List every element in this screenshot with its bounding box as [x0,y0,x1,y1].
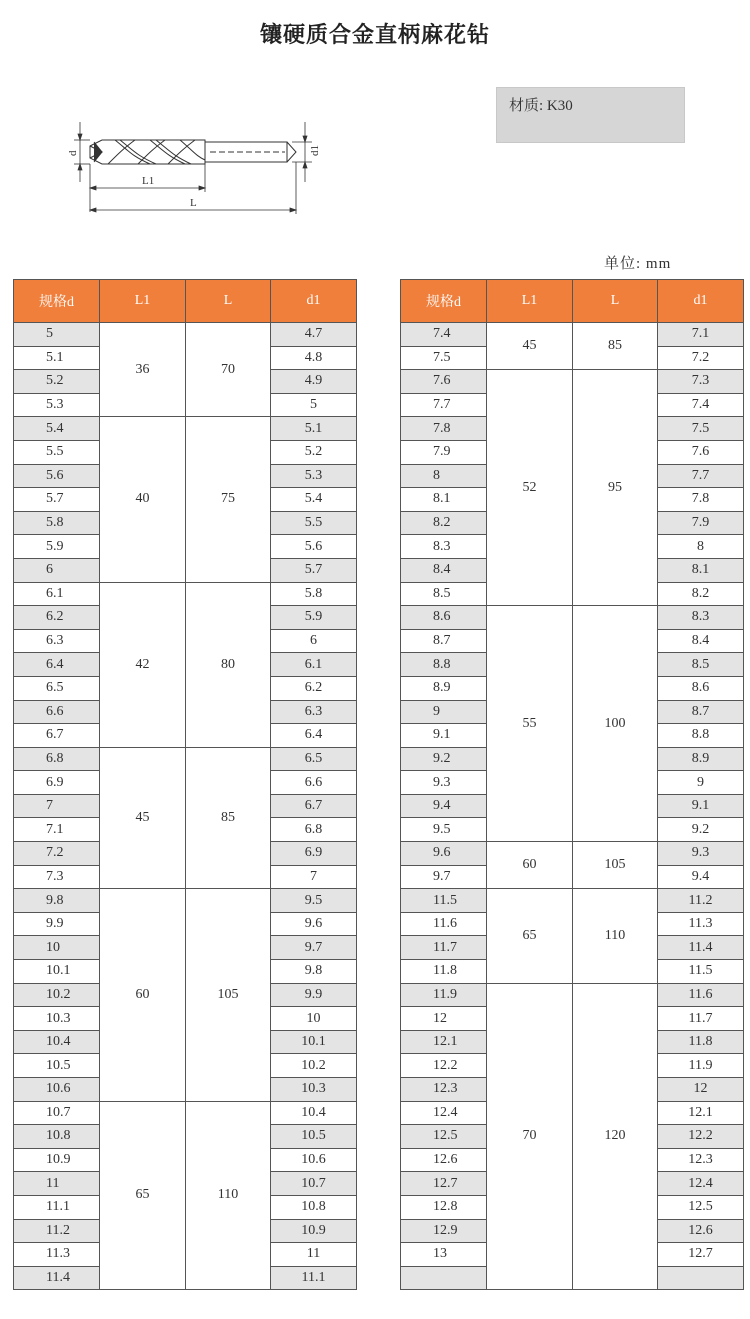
cell-d1: 4.7 [271,323,357,347]
cell-L: 75 [186,417,271,582]
cell-spec-d: 9.9 [14,912,100,936]
spec-table-left [13,279,357,1290]
cell-d1: 6.9 [271,842,357,866]
cell-d1: 5.4 [271,488,357,512]
cell-L1: 52 [487,370,573,606]
cell-d1: 11.9 [658,1054,744,1078]
cell-spec-d: 7.2 [14,842,100,866]
cell-d1: 7.8 [658,488,744,512]
cell-L1: 42 [100,582,186,747]
header-d1: d1 [658,280,744,323]
cell-d1: 8 [658,535,744,559]
cell-spec-d: 5.9 [14,535,100,559]
cell-spec-d: 9 [401,700,487,724]
table-row [401,889,744,913]
cell-d1: 9.6 [271,912,357,936]
cell-spec-d: 8.3 [401,535,487,559]
table-row [401,370,744,394]
cell-d1: 8.5 [658,653,744,677]
cell-spec-d: 8.4 [401,558,487,582]
cell-d1: 10.3 [271,1078,357,1102]
cell-spec-d: 9.6 [401,842,487,866]
cell-d1: 5.3 [271,464,357,488]
cell-spec-d: 10.8 [14,1125,100,1149]
table-row [14,1101,357,1125]
cell-d1: 8.2 [658,582,744,606]
cell-d1: 12.1 [658,1101,744,1125]
cell-d1: 6.4 [271,724,357,748]
cell-spec-d: 12.3 [401,1078,487,1102]
cell-spec-d: 5 [14,323,100,347]
cell-spec-d: 7.8 [401,417,487,441]
cell-L1: 55 [487,606,573,842]
cell-spec-d: 5.8 [14,511,100,535]
cell-d1: 10.5 [271,1125,357,1149]
cell-spec-d: 11.8 [401,960,487,984]
cell-d1: 8.1 [658,558,744,582]
cell-d1: 9.4 [658,865,744,889]
cell-d1: 12.7 [658,1243,744,1267]
cell-d1: 12.3 [658,1148,744,1172]
cell-spec-d: 9.3 [401,771,487,795]
cell-d1: 10.2 [271,1054,357,1078]
table-row [14,417,357,441]
cell-L: 85 [573,323,658,370]
cell-spec-d: 6.7 [14,724,100,748]
cell-d1: 9 [658,771,744,795]
header-L: L [186,280,271,323]
cell-spec-d: 12.8 [401,1195,487,1219]
header-L1: L1 [487,280,573,323]
cell-spec-d: 12.6 [401,1148,487,1172]
cell-spec-d: 8.8 [401,653,487,677]
cell-spec-d: 9.4 [401,794,487,818]
cell-spec-d: 6.5 [14,676,100,700]
cell-d1: 6.7 [271,794,357,818]
dim-L-label: L [190,197,197,209]
cell-spec-d: 11.2 [14,1219,100,1243]
cell-L: 95 [573,370,658,606]
cell-spec-d: 9.8 [14,889,100,913]
cell-d1: 12.5 [658,1195,744,1219]
header-d1: d1 [271,280,357,323]
cell-d1: 9.2 [658,818,744,842]
cell-d1: 5.8 [271,582,357,606]
cell-spec-d: 11.5 [401,889,487,913]
cell-d1: 5 [271,393,357,417]
cell-L: 70 [186,323,271,417]
cell-spec-d: 11.4 [14,1266,100,1290]
cell-spec-d: 12.7 [401,1172,487,1196]
cell-spec-d: 12.2 [401,1054,487,1078]
cell-spec-d: 11.3 [14,1243,100,1267]
cell-spec-d: 10.6 [14,1078,100,1102]
cell-d1: 9.7 [271,936,357,960]
cell-L: 110 [186,1101,271,1290]
cell-spec-d: 9.2 [401,747,487,771]
cell-spec-d: 8.9 [401,676,487,700]
cell-d1: 7.2 [658,346,744,370]
unit-label: 单位: mm [604,256,672,272]
cell-spec-d: 7.7 [401,393,487,417]
cell-L1: 60 [487,842,573,889]
cell-d1: 8.9 [658,747,744,771]
cell-L1: 60 [100,889,186,1101]
table-row [14,323,357,347]
cell-d1: 6.8 [271,818,357,842]
cell-d1: 5.5 [271,511,357,535]
cell-spec-d: 10.4 [14,1030,100,1054]
cell-spec-d: 7.9 [401,440,487,464]
dim-d1-label: d1 [309,145,321,156]
cell-spec-d: 6.8 [14,747,100,771]
cell-spec-d: 7.4 [401,323,487,347]
cell-spec-d: 6.3 [14,629,100,653]
cell-spec-d: 12.9 [401,1219,487,1243]
cell-spec-d: 9.7 [401,865,487,889]
cell-d1: 8.4 [658,629,744,653]
cell-d1: 8.6 [658,676,744,700]
cell-d1: 11.3 [658,912,744,936]
cell-L1: 45 [100,747,186,889]
cell-d1: 11.4 [658,936,744,960]
cell-spec-d: 12.4 [401,1101,487,1125]
cell-spec-d: 10.3 [14,1007,100,1031]
cell-spec-d: 13 [401,1243,487,1267]
cell-spec-d: 10.7 [14,1101,100,1125]
cell-spec-d: 12.1 [401,1030,487,1054]
cell-spec-d: 8.6 [401,606,487,630]
table-row [14,747,357,771]
cell-spec-d: 10.9 [14,1148,100,1172]
cell-spec-d: 9.1 [401,724,487,748]
cell-d1: 11.1 [271,1266,357,1290]
cell-L1: 45 [487,323,573,370]
dim-d-label: d [67,150,79,156]
cell-spec-d: 10.2 [14,983,100,1007]
cell-d1: 10.8 [271,1195,357,1219]
cell-spec-d: 6.9 [14,771,100,795]
table-row [14,889,357,913]
cell-spec-d: 12 [401,1007,487,1031]
cell-spec-d: 5.7 [14,488,100,512]
cell-d1: 5.1 [271,417,357,441]
cell-L: 105 [573,842,658,889]
cell-d1: 11.8 [658,1030,744,1054]
cell-d1: 12.2 [658,1125,744,1149]
cell-d1: 10.1 [271,1030,357,1054]
cell-d1: 10 [271,1007,357,1031]
cell-d1 [658,1266,744,1290]
cell-spec-d: 6.2 [14,606,100,630]
cell-d1: 12.6 [658,1219,744,1243]
table-row [14,582,357,606]
cell-d1: 8.8 [658,724,744,748]
cell-spec-d: 6.4 [14,653,100,677]
cell-L: 105 [186,889,271,1101]
cell-spec-d: 5.1 [14,346,100,370]
cell-spec-d: 5.4 [14,417,100,441]
table-row [401,983,744,1007]
cell-spec-d: 8.5 [401,582,487,606]
cell-spec-d: 11 [14,1172,100,1196]
table-row [401,323,744,347]
spec-table-right [400,279,744,1290]
cell-L1: 40 [100,417,186,582]
cell-d1: 10.6 [271,1148,357,1172]
cell-spec-d: 10.1 [14,960,100,984]
material-box: 材质: K30 [496,87,685,143]
cell-spec-d: 10.5 [14,1054,100,1078]
cell-spec-d: 8.1 [401,488,487,512]
cell-spec-d: 8.7 [401,629,487,653]
cell-spec-d: 9.5 [401,818,487,842]
drill-bit-icon [90,140,296,164]
cell-d1: 4.8 [271,346,357,370]
cell-d1: 7.6 [658,440,744,464]
header-spec-d: 规格d [14,280,100,323]
header-L: L [573,280,658,323]
cell-d1: 8.3 [658,606,744,630]
cell-d1: 5.6 [271,535,357,559]
cell-d1: 11.2 [658,889,744,913]
cell-spec-d: 5.6 [14,464,100,488]
cell-d1: 9.8 [271,960,357,984]
cell-d1: 10.9 [271,1219,357,1243]
cell-spec-d: 11.1 [14,1195,100,1219]
table-body-right [401,323,744,1290]
header-L1: L1 [100,280,186,323]
cell-d1: 9.1 [658,794,744,818]
cell-spec-d: 11.6 [401,912,487,936]
cell-spec-d: 7.3 [14,865,100,889]
cell-d1: 5.2 [271,440,357,464]
cell-L: 80 [186,582,271,747]
cell-L1: 65 [100,1101,186,1290]
table-row [401,842,744,866]
cell-spec-d: 6.6 [14,700,100,724]
page-title: 镶硬质合金直柄麻花钻 [259,23,490,48]
cell-d1: 7.4 [658,393,744,417]
cell-spec-d: 7.5 [401,346,487,370]
cell-d1: 7.1 [658,323,744,347]
cell-d1: 6 [271,629,357,653]
cell-d1: 6.2 [271,676,357,700]
cell-spec-d: 5.5 [14,440,100,464]
cell-d1: 11.5 [658,960,744,984]
cell-d1: 9.5 [271,889,357,913]
cell-L1: 36 [100,323,186,417]
cell-d1: 8.7 [658,700,744,724]
cell-spec-d: 6.1 [14,582,100,606]
cell-spec-d: 11.9 [401,983,487,1007]
cell-d1: 6.6 [271,771,357,795]
cell-L: 110 [573,889,658,983]
cell-L: 120 [573,983,658,1290]
cell-spec-d: 6 [14,558,100,582]
cell-L1: 65 [487,889,573,983]
cell-spec-d: 11.7 [401,936,487,960]
cell-spec-d: 7 [14,794,100,818]
drill-diagram [60,112,330,222]
cell-spec-d [401,1266,487,1290]
cell-d1: 11.6 [658,983,744,1007]
cell-spec-d: 5.2 [14,370,100,394]
cell-d1: 5.7 [271,558,357,582]
cell-d1: 12.4 [658,1172,744,1196]
cell-d1: 7.5 [658,417,744,441]
dim-L1-label: L1 [142,175,155,187]
cell-d1: 11.7 [658,1007,744,1031]
header-spec-d: 规格d [401,280,487,323]
table-row [401,606,744,630]
cell-d1: 9.9 [271,983,357,1007]
cell-spec-d: 12.5 [401,1125,487,1149]
cell-spec-d: 8 [401,464,487,488]
cell-spec-d: 8.2 [401,511,487,535]
cell-d1: 11 [271,1243,357,1267]
cell-d1: 7 [271,865,357,889]
cell-spec-d: 7.6 [401,370,487,394]
cell-L1: 70 [487,983,573,1290]
cell-d1: 5.9 [271,606,357,630]
cell-d1: 12 [658,1078,744,1102]
cell-L: 85 [186,747,271,889]
cell-d1: 4.9 [271,370,357,394]
cell-d1: 6.1 [271,653,357,677]
cell-d1: 6.3 [271,700,357,724]
table-body-left [14,323,357,1290]
cell-d1: 9.3 [658,842,744,866]
cell-spec-d: 10 [14,936,100,960]
cell-d1: 7.9 [658,511,744,535]
cell-spec-d: 7.1 [14,818,100,842]
cell-d1: 7.3 [658,370,744,394]
cell-d1: 6.5 [271,747,357,771]
cell-d1: 10.4 [271,1101,357,1125]
cell-d1: 7.7 [658,464,744,488]
cell-L: 100 [573,606,658,842]
cell-spec-d: 5.3 [14,393,100,417]
cell-d1: 10.7 [271,1172,357,1196]
